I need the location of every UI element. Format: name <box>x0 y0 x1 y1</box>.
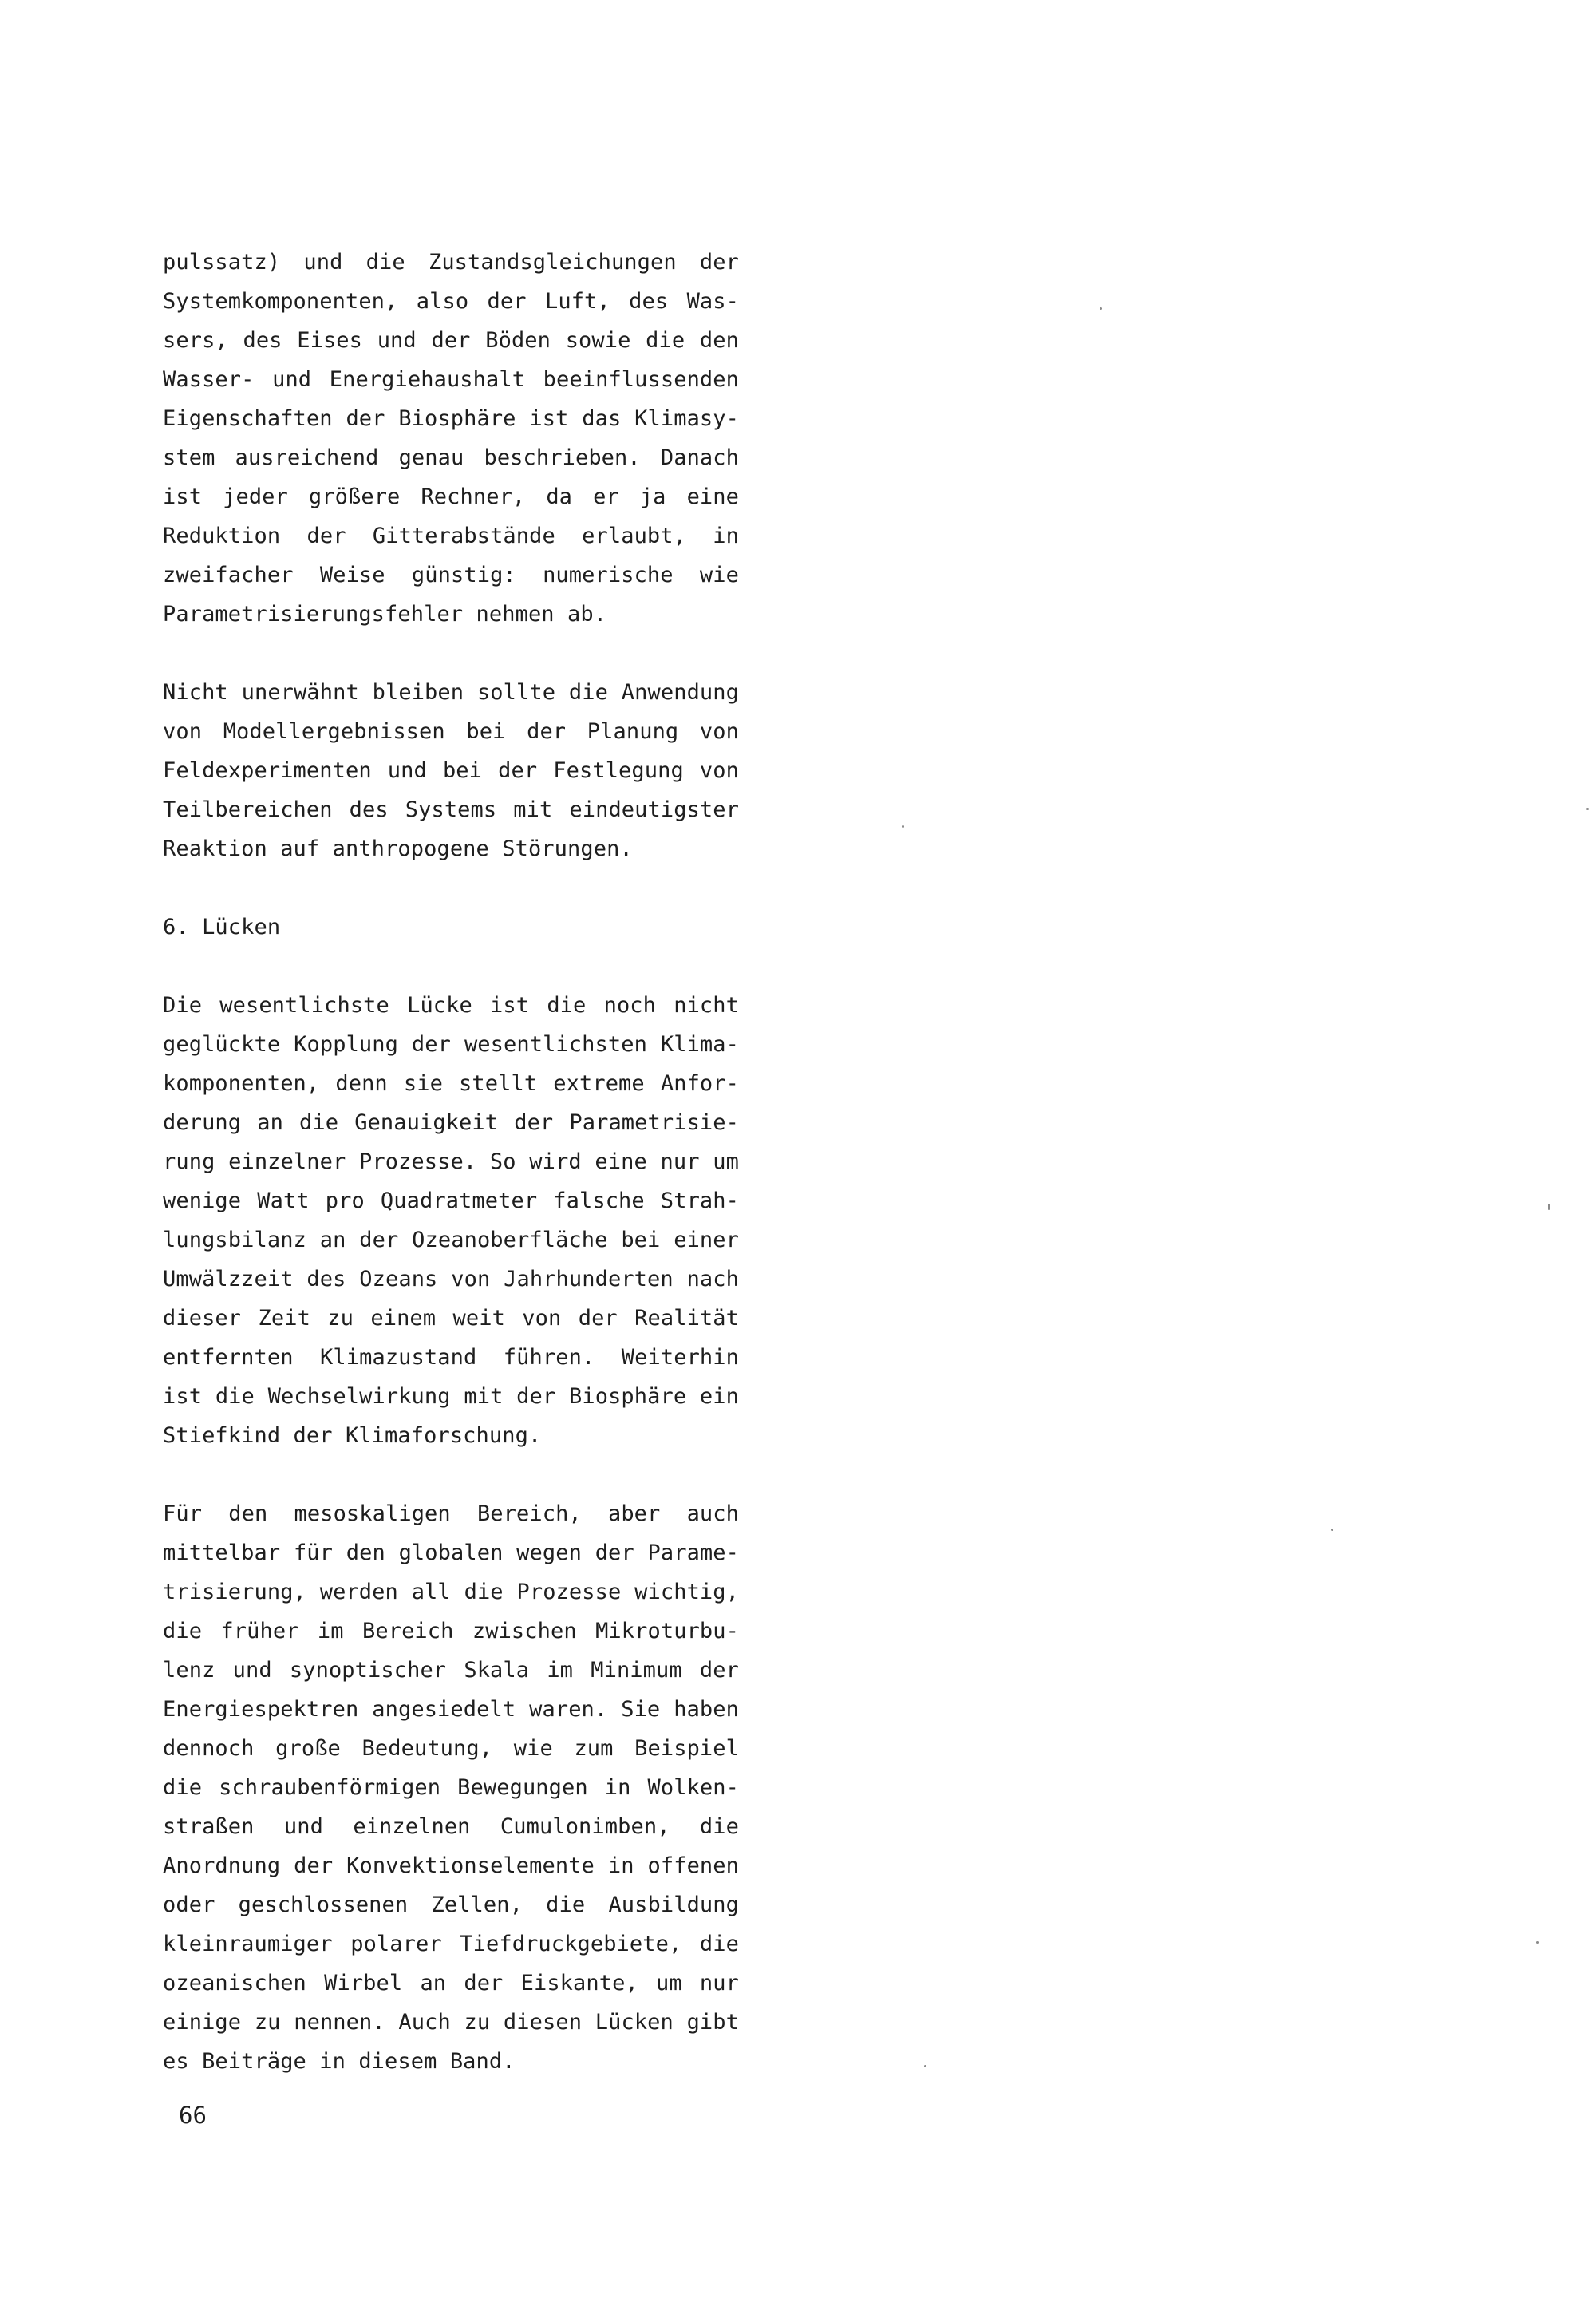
text-line: ist die Wechselwirkung mit der Biosphäre ein <box>163 1384 739 1409</box>
text-line: pulssatz) und die Zustandsgleichungen der <box>163 250 739 275</box>
text-line: dennoch große Bedeutung, wie zum Beispiel <box>163 1736 739 1761</box>
text-line: oder geschlossenen Zellen, die Ausbildung <box>163 1893 739 1917</box>
text-line: Feldexperimenten und bei der Festlegung von <box>163 758 739 783</box>
text-column <box>163 243 739 2081</box>
paragraph-4 <box>163 1494 739 2081</box>
text-line: Stiefkind der Klimaforschung. <box>163 1423 542 1448</box>
text-line: Parametrisierungsfehler nehmen ab. <box>163 602 607 627</box>
text-line: die früher im Bereich zwischen Mikroturbu- <box>163 1619 739 1643</box>
paragraph-1 <box>163 243 739 634</box>
text-line: derung an die Genauigkeit der Parametrisie- <box>163 1110 739 1135</box>
text-line: Reduktion der Gitterabstände erlaubt, in <box>163 524 739 548</box>
text-line: zweifacher Weise günstig: numerische wie <box>163 563 739 587</box>
text-line: lenz und synoptischer Skala im Minimum der <box>163 1658 739 1683</box>
text-line: geglückte Kopplung der wesentlichsten Klima- <box>163 1032 739 1057</box>
page-number: 66 <box>179 2102 207 2129</box>
text-line: dieser Zeit zu einem weit von der Realität <box>163 1306 739 1331</box>
paragraph-gap <box>163 947 739 986</box>
text-line: entfernten Klimazustand führen. Weiterhin <box>163 1345 739 1370</box>
text-line: Energiespektren angesiedelt waren. Sie haben <box>163 1697 739 1722</box>
paragraph-2 <box>163 673 739 868</box>
text-line: Die wesentlichste Lücke ist die noch nicht <box>163 993 739 1018</box>
paragraph-3 <box>163 986 739 1455</box>
text-line: kleinraumiger polarer Tiefdruckgebiete, die <box>163 1932 739 1956</box>
text-line: Reaktion auf anthropogene Störungen. <box>163 837 633 861</box>
text-line: straßen und einzelnen Cumulonimben, die <box>163 1814 739 1839</box>
text-line: Wasser- und Energiehaushalt beeinflussenden <box>163 367 739 392</box>
scan-speck <box>1586 808 1589 810</box>
paragraph-gap <box>163 634 739 673</box>
text-line: wenige Watt pro Quadratmeter falsche Strah- <box>163 1189 739 1213</box>
text-line: lungsbilanz an der Ozeanoberfläche bei einer <box>163 1228 739 1252</box>
scan-speck <box>1536 1941 1539 1944</box>
text-line: rung einzelner Prozesse. So wird eine nur um <box>163 1149 739 1174</box>
scan-speck <box>1100 307 1102 310</box>
scan-speck <box>1548 1204 1550 1210</box>
paragraph-gap <box>163 1455 739 1494</box>
scan-speck <box>902 825 904 828</box>
text-line: Umwälzzeit des Ozeans von Jahrhunderten nach <box>163 1267 739 1291</box>
scan-speck <box>924 2065 926 2067</box>
text-line: von Modellergebnissen bei der Planung von <box>163 719 739 744</box>
text-line: Systemkomponenten, also der Luft, des Was- <box>163 289 739 314</box>
text-line: Eigenschaften der Biosphäre ist das Klimasy- <box>163 406 739 431</box>
text-line: komponenten, denn sie stellt extreme Anfor- <box>163 1071 739 1096</box>
section-heading <box>163 908 739 947</box>
scan-speck <box>1331 1529 1333 1531</box>
paragraph-gap <box>163 868 739 908</box>
text-line: es Beiträge in diesem Band. <box>163 2049 516 2074</box>
text-line: ozeanischen Wirbel an der Eiskante, um nur <box>163 1971 739 1995</box>
text-line: die schraubenförmigen Bewegungen in Wolken- <box>163 1775 739 1800</box>
text-line: Anordnung der Konvektionselemente in offenen <box>163 1853 739 1878</box>
text-line: mittelbar für den globalen wegen der Parame- <box>163 1541 739 1565</box>
section-heading-text: 6. Lücken <box>163 915 281 939</box>
text-line: Nicht unerwähnt bleiben sollte die Anwendung <box>163 680 739 705</box>
text-line: sers, des Eises und der Böden sowie die den <box>163 328 739 353</box>
text-line: ist jeder größere Rechner, da er ja eine <box>163 485 739 509</box>
text-line: einige zu nennen. Auch zu diesen Lücken gibt <box>163 2010 739 2035</box>
text-line: Für den mesoskaligen Bereich, aber auch <box>163 1501 739 1526</box>
text-line: stem ausreichend genau beschrieben. Danach <box>163 445 739 470</box>
text-line: trisierung, werden all die Prozesse wichtig, <box>163 1580 739 1604</box>
text-line: Teilbereichen des Systems mit eindeutigster <box>163 797 739 822</box>
